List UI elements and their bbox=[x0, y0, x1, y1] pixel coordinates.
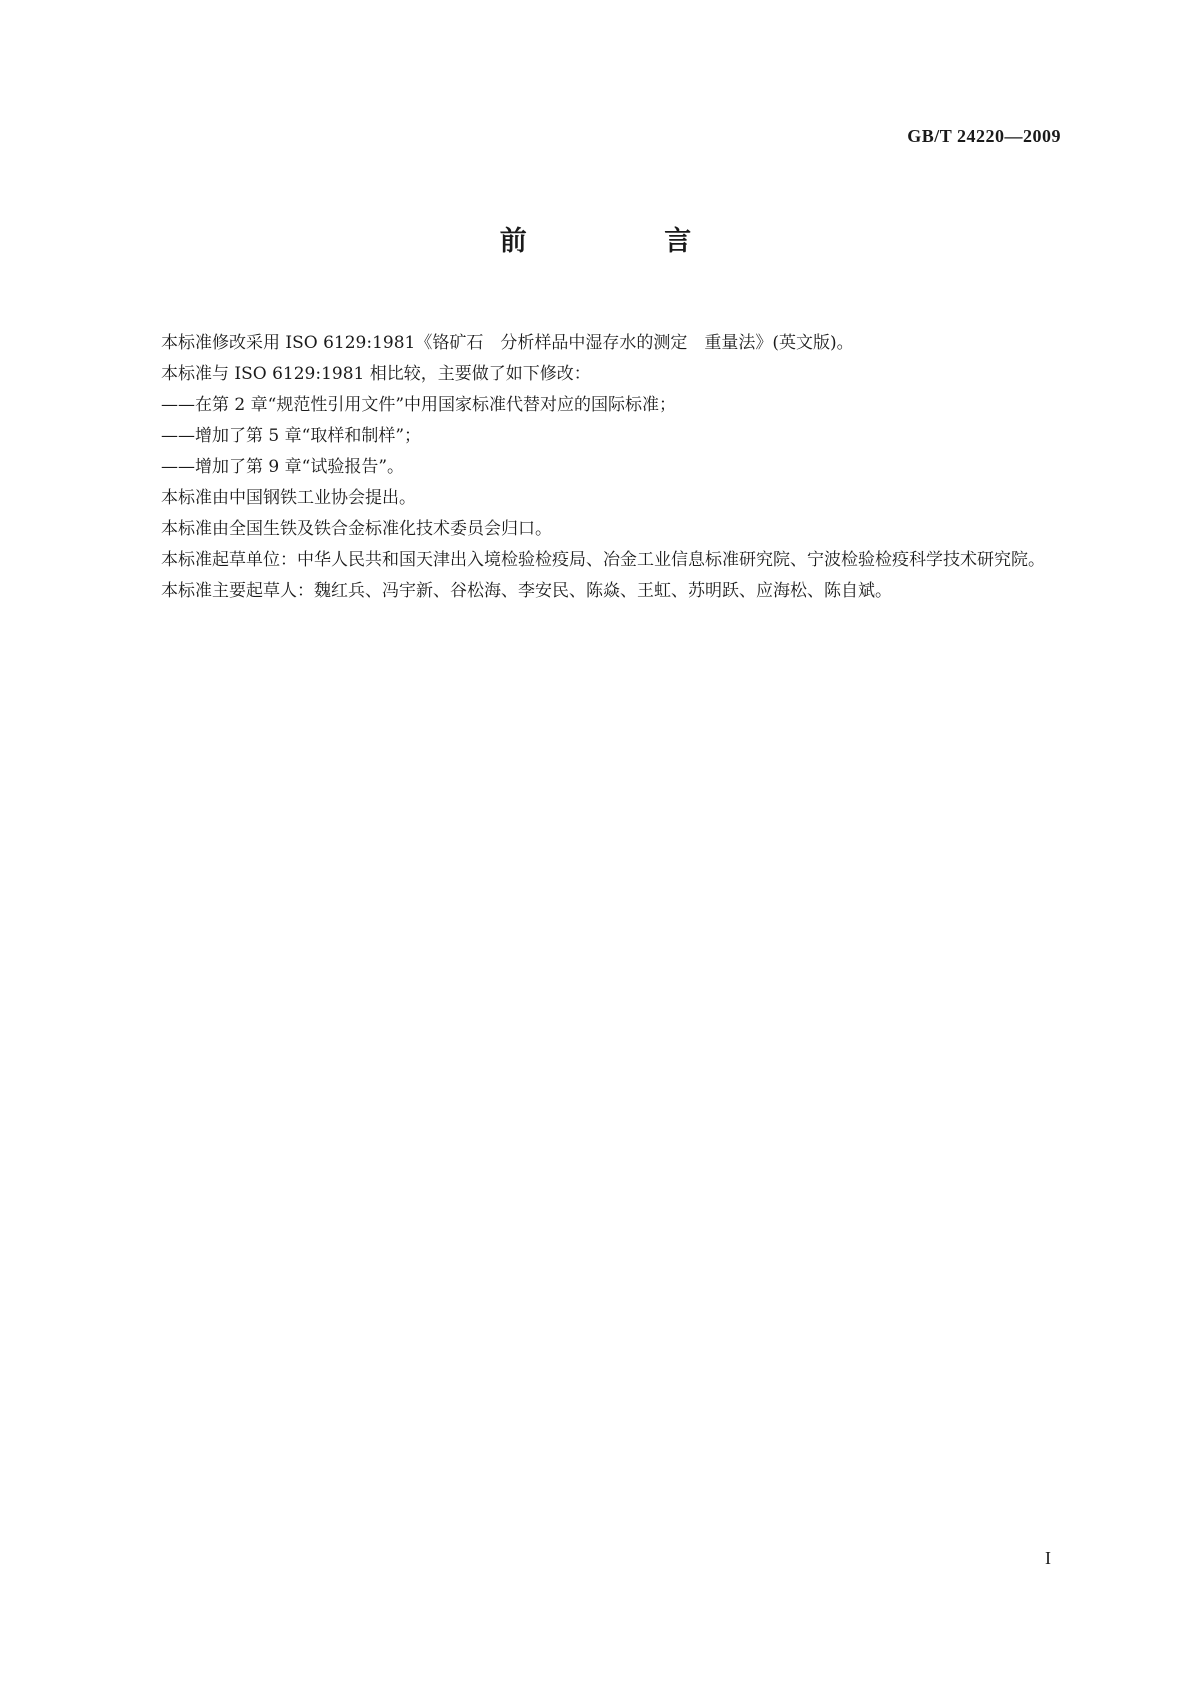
list-item-modification-1: ——在第 2 章“规范性引用文件”中用国家标准代替对应的国际标准； bbox=[161, 395, 677, 415]
list-item-modification-3: ——增加了第 9 章“试验报告”。 bbox=[161, 457, 405, 477]
paragraph-modifications-intro: 本标准与 ISO 6129:1981 相比较，主要做了如下修改： bbox=[161, 364, 591, 384]
list-item-modification-2: ——增加了第 5 章“取样和制样”； bbox=[161, 426, 422, 446]
paragraph-drafting-units: 本标准起草单位：中华人民共和国天津出入境检验检疫局、冶金工业信息标准研究院、宁波检验检疫科学技术研究院。 bbox=[161, 550, 1045, 570]
paragraph-proposer: 本标准由中国钢铁工业协会提出。 bbox=[161, 488, 416, 508]
foreword-body bbox=[127, 328, 1064, 607]
page-title: 前 言 bbox=[499, 226, 756, 257]
paragraph-centralized: 本标准由全国生铁及铁合金标准化技术委员会归口。 bbox=[161, 519, 552, 539]
paragraph-adoption: 本标准修改采用 ISO 6129:1981《铬矿石 分析样品中湿存水的测定 重量法》(英文版)。 bbox=[161, 333, 854, 353]
standard-code: GB/T 24220—2009 bbox=[907, 126, 1061, 146]
page-number: I bbox=[1045, 1548, 1051, 1568]
paragraph-drafters: 本标准主要起草人：魏红兵、冯宇新、谷松海、李安民、陈焱、王虹、苏明跃、应海松、陈自斌。 bbox=[161, 581, 892, 601]
